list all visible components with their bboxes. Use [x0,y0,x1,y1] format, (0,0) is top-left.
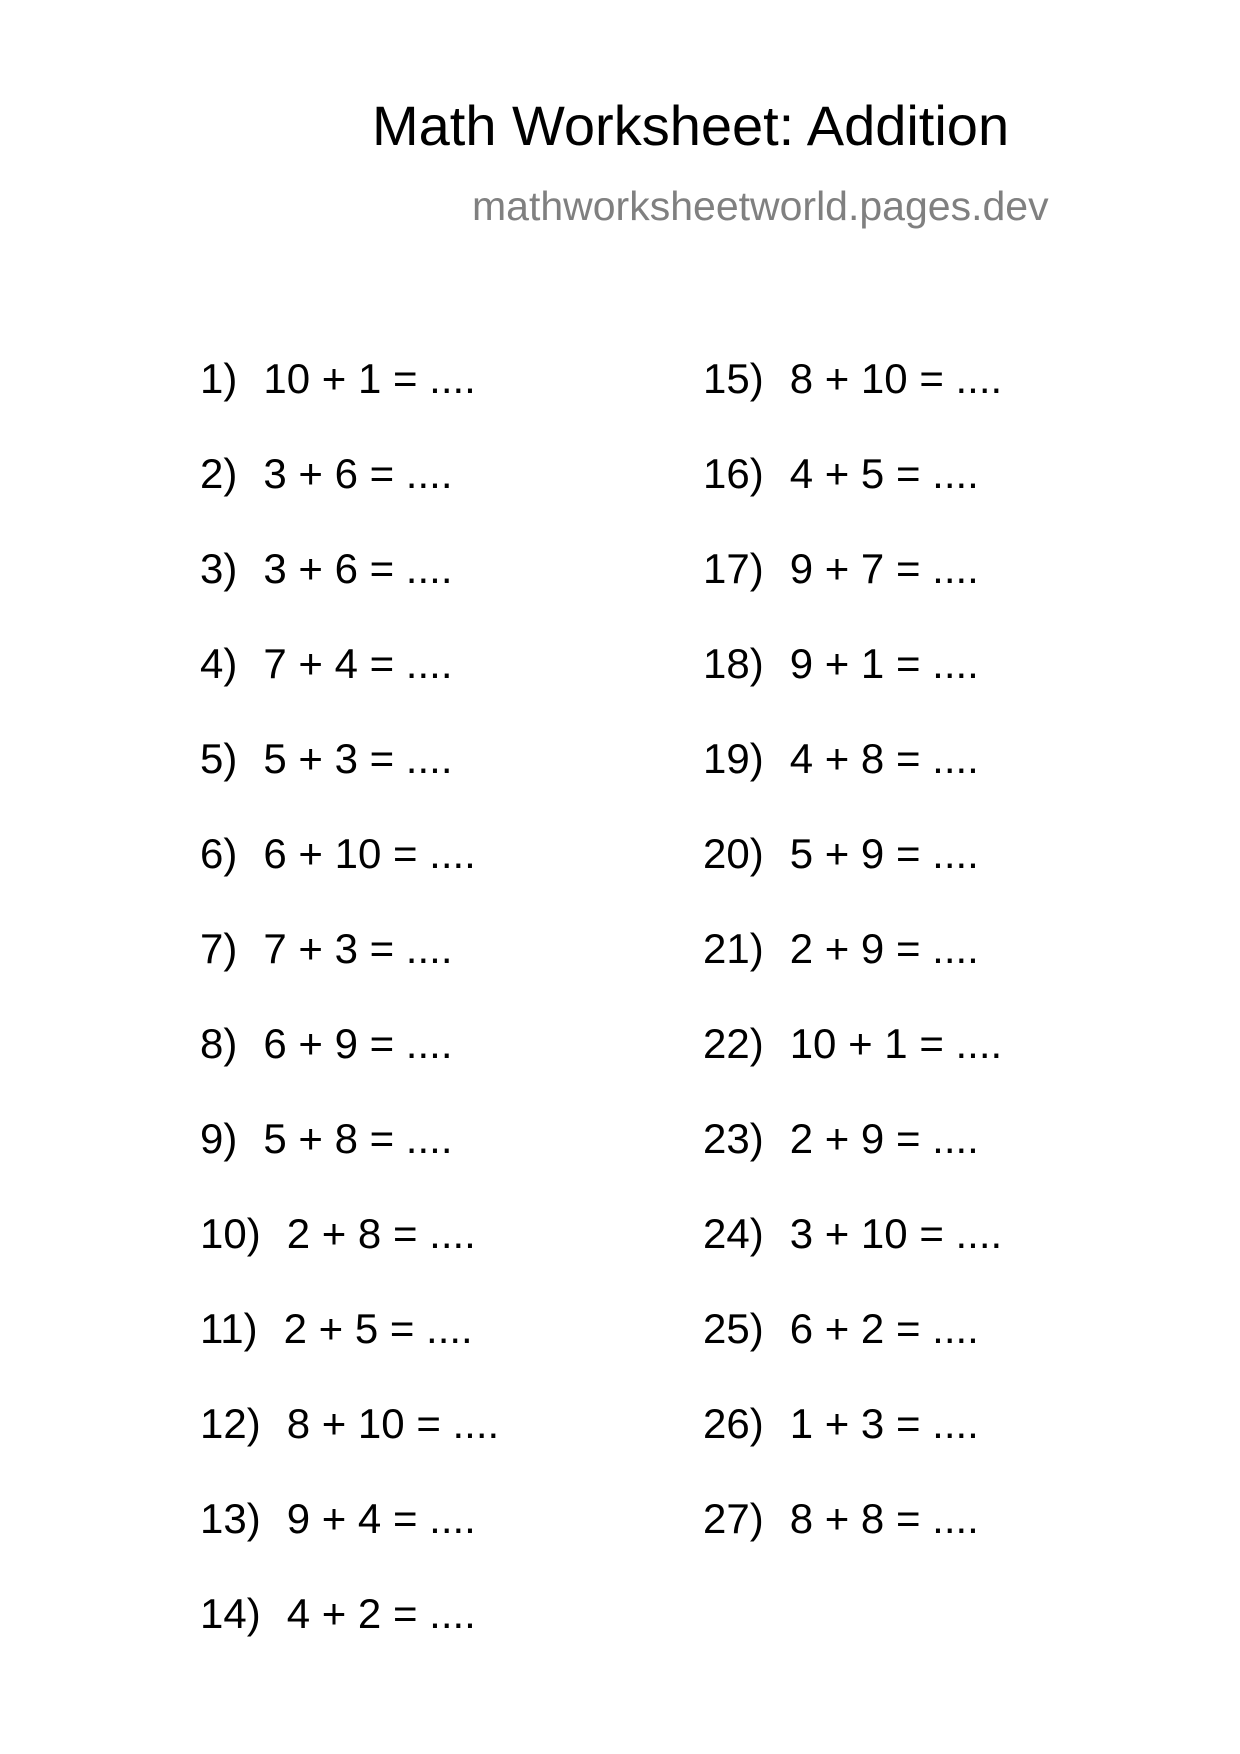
problem-number: 3) [200,545,238,592]
problem-item [703,1115,979,1162]
problem-number: 17) [703,545,764,592]
problem-expression: 5 + 3 = .... [263,735,453,782]
problem-expression: 4 + 8 = .... [789,735,979,782]
problem-expression: 6 + 9 = .... [263,1020,453,1067]
problem-number: 4) [200,640,238,687]
problem-item [200,1020,453,1067]
problem-number: 23) [703,1115,764,1162]
problem-number: 11) [200,1305,258,1352]
problem-number: 6) [200,830,238,877]
problem-expression: 9 + 1 = .... [789,640,979,687]
problem-item [703,1210,1003,1257]
problem-expression: 5 + 8 = .... [263,1115,453,1162]
problem-number: 22) [703,1020,764,1067]
problem-expression: 2 + 9 = .... [789,1115,979,1162]
problem-expression: 4 + 5 = .... [789,450,979,497]
problem-item [703,735,979,782]
problem-item [703,450,979,497]
problem-expression: 10 + 1 = .... [263,355,476,402]
problem-item [200,1305,473,1352]
problem-item [200,1495,476,1542]
problem-item [200,830,476,877]
problem-expression: 6 + 2 = .... [789,1305,979,1352]
problem-number: 2) [200,450,238,497]
problem-item [703,830,979,877]
problem-expression: 8 + 8 = .... [789,1495,979,1542]
problem-item [703,1495,979,1542]
problem-item [200,1210,476,1257]
problem-item [703,1020,1003,1067]
problem-number: 5) [200,735,238,782]
problem-number: 7) [200,925,238,972]
problem-expression: 9 + 4 = .... [286,1495,476,1542]
problem-item [200,1115,453,1162]
problem-item [703,640,979,687]
problem-item [200,925,453,972]
problem-item [703,1400,979,1447]
problem-expression: 2 + 9 = .... [789,925,979,972]
problem-expression: 2 + 5 = .... [283,1305,473,1352]
problem-item [703,545,979,592]
problem-number: 27) [703,1495,764,1542]
problem-number: 18) [703,640,764,687]
problem-expression: 4 + 2 = .... [286,1590,476,1637]
problem-item [200,1590,476,1637]
page-title: Math Worksheet: Addition [372,94,1010,157]
problem-item [200,545,453,592]
problem-item [200,735,453,782]
problem-expression: 5 + 9 = .... [789,830,979,877]
problem-number: 13) [200,1495,261,1542]
problem-number: 10) [200,1210,261,1257]
problem-number: 9) [200,1115,238,1162]
problem-expression: 7 + 3 = .... [263,925,453,972]
problem-expression: 9 + 7 = .... [789,545,979,592]
problem-number: 1) [200,355,238,402]
problem-expression: 3 + 6 = .... [263,545,453,592]
problem-item [703,925,979,972]
problem-item [703,355,1003,402]
problem-expression: 10 + 1 = .... [789,1020,1003,1067]
problem-number: 25) [703,1305,764,1352]
problem-number: 20) [703,830,764,877]
problem-item [200,640,453,687]
problem-expression: 2 + 8 = .... [286,1210,476,1257]
problem-item [703,1305,979,1352]
problem-item [200,1400,500,1447]
problem-expression: 1 + 3 = .... [789,1400,979,1447]
problem-expression: 8 + 10 = .... [286,1400,500,1447]
problem-expression: 6 + 10 = .... [263,830,476,877]
website-url: mathworksheetworld.pages.dev [472,183,1049,229]
problem-number: 26) [703,1400,764,1447]
problem-expression: 3 + 10 = .... [789,1210,1003,1257]
problem-item [200,355,476,402]
problem-number: 19) [703,735,764,782]
problem-number: 21) [703,925,764,972]
problem-number: 14) [200,1590,261,1637]
problem-expression: 3 + 6 = .... [263,450,453,497]
problem-number: 16) [703,450,764,497]
problem-expression: 8 + 10 = .... [789,355,1003,402]
problem-number: 12) [200,1400,261,1447]
problem-number: 8) [200,1020,238,1067]
problem-item [200,450,453,497]
problem-number: 24) [703,1210,764,1257]
problem-expression: 7 + 4 = .... [263,640,453,687]
problem-number: 15) [703,355,764,402]
